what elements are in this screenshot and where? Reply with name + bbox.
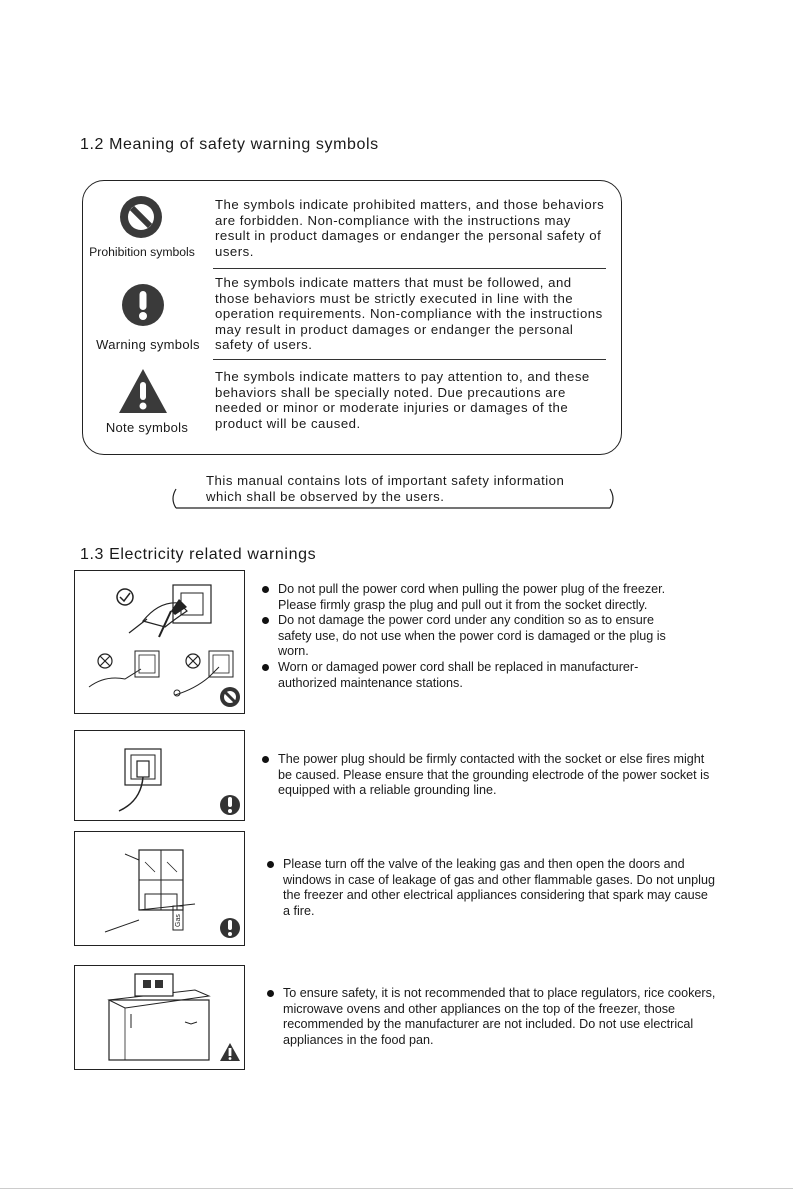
list-item [260,613,690,660]
bullet-dot [267,990,274,997]
bullet-text: Please turn off the valve of the leaking gas and then open the doors and windows in case of leakage of gas and other flammable gases. Do not unplug the freezer and other electrical appliances considering that spark may cause a fire. [283,857,715,918]
bullet-text: The power plug should be firmly contacted with the socket or else fires might be caused. Please ensure that the grounding electrode of the power socket is equipped with a reliable grounding line. [278,752,710,798]
illustration-gas-leak [74,831,245,946]
prohibition-symbols-label: Prohibition symbols [89,245,195,259]
bullet-dot [262,756,269,763]
warning-description: The symbols indicate matters that must be followed, and those behaviors must be strictly executed in line with the operation requirements. Non-compliance with the instructions may result in product damages or endanger the personal safety of users. [215,275,603,353]
warning-symbols-label: Warning symbols [96,337,200,352]
symbols-divider [213,268,606,269]
notice-line-2: which shall be observed by the users. [206,489,445,504]
illustration-freezer-appliances [74,965,245,1070]
safety-notice [170,473,616,509]
list-item [260,752,710,799]
section-title-1-3: 1.3 Electricity related warnings [80,546,317,563]
notice-line-1: This manual contains lots of important safety information [206,473,565,488]
list-item [265,986,725,1048]
bullet-text: Do not damage the power cord under any condition so as to ensure safety use, do not use when the power cord is damaged or the plug is worn. [278,613,666,659]
bullet-text: Do not pull the power cord when pulling the power plug of the freezer. Please firmly grasp the plug and pull out it from the socket directly. [278,582,666,612]
note-triangle-icon [118,368,168,414]
note-symbols-label: Note symbols [105,420,189,435]
prohibition-description: The symbols indicate prohibited matters, and those behaviors are forbidden. Non-compliance with the instructions may result in product damages or endanger the personal safety of users. [215,197,605,259]
bullet-dot [267,861,274,868]
illustration-pull-plug [74,570,245,714]
gas-label: Gas [175,914,182,927]
note-description: The symbols indicate matters to pay attention to, and these behaviors shall be specially noted. Due precautions are needed or minor or moderate injuries or damages of the product will be caused. [215,369,590,431]
illustration-plug-socket [74,730,245,821]
bullet-text: Worn or damaged power cord shall be replaced in manufacturer-authorized maintenance stations. [278,659,639,690]
section-title-1-2: 1.2 Meaning of safety warning symbols [80,136,379,153]
warning-2-list [260,752,710,799]
page-bottom-border [0,1188,793,1189]
warning-1-list [260,582,690,691]
bullet-dot [262,664,269,671]
bullet-text: To ensure safety, it is not recommended that to place regulators, rice cookers, microwave ovens and other appliances on the top of the freezer, those recommended by the manufacturer are not included. Do not use electrical appliances in the food pan. [283,986,716,1047]
list-item [260,660,690,691]
prohibition-icon [119,195,163,239]
bullet-dot [262,617,269,624]
list-item [265,857,715,919]
warning-exclamation-icon [121,283,165,327]
warning-4-list [265,986,725,1048]
symbols-divider [213,359,606,360]
warning-3-list [265,857,715,919]
list-item [260,582,690,613]
bullet-dot [262,586,269,593]
